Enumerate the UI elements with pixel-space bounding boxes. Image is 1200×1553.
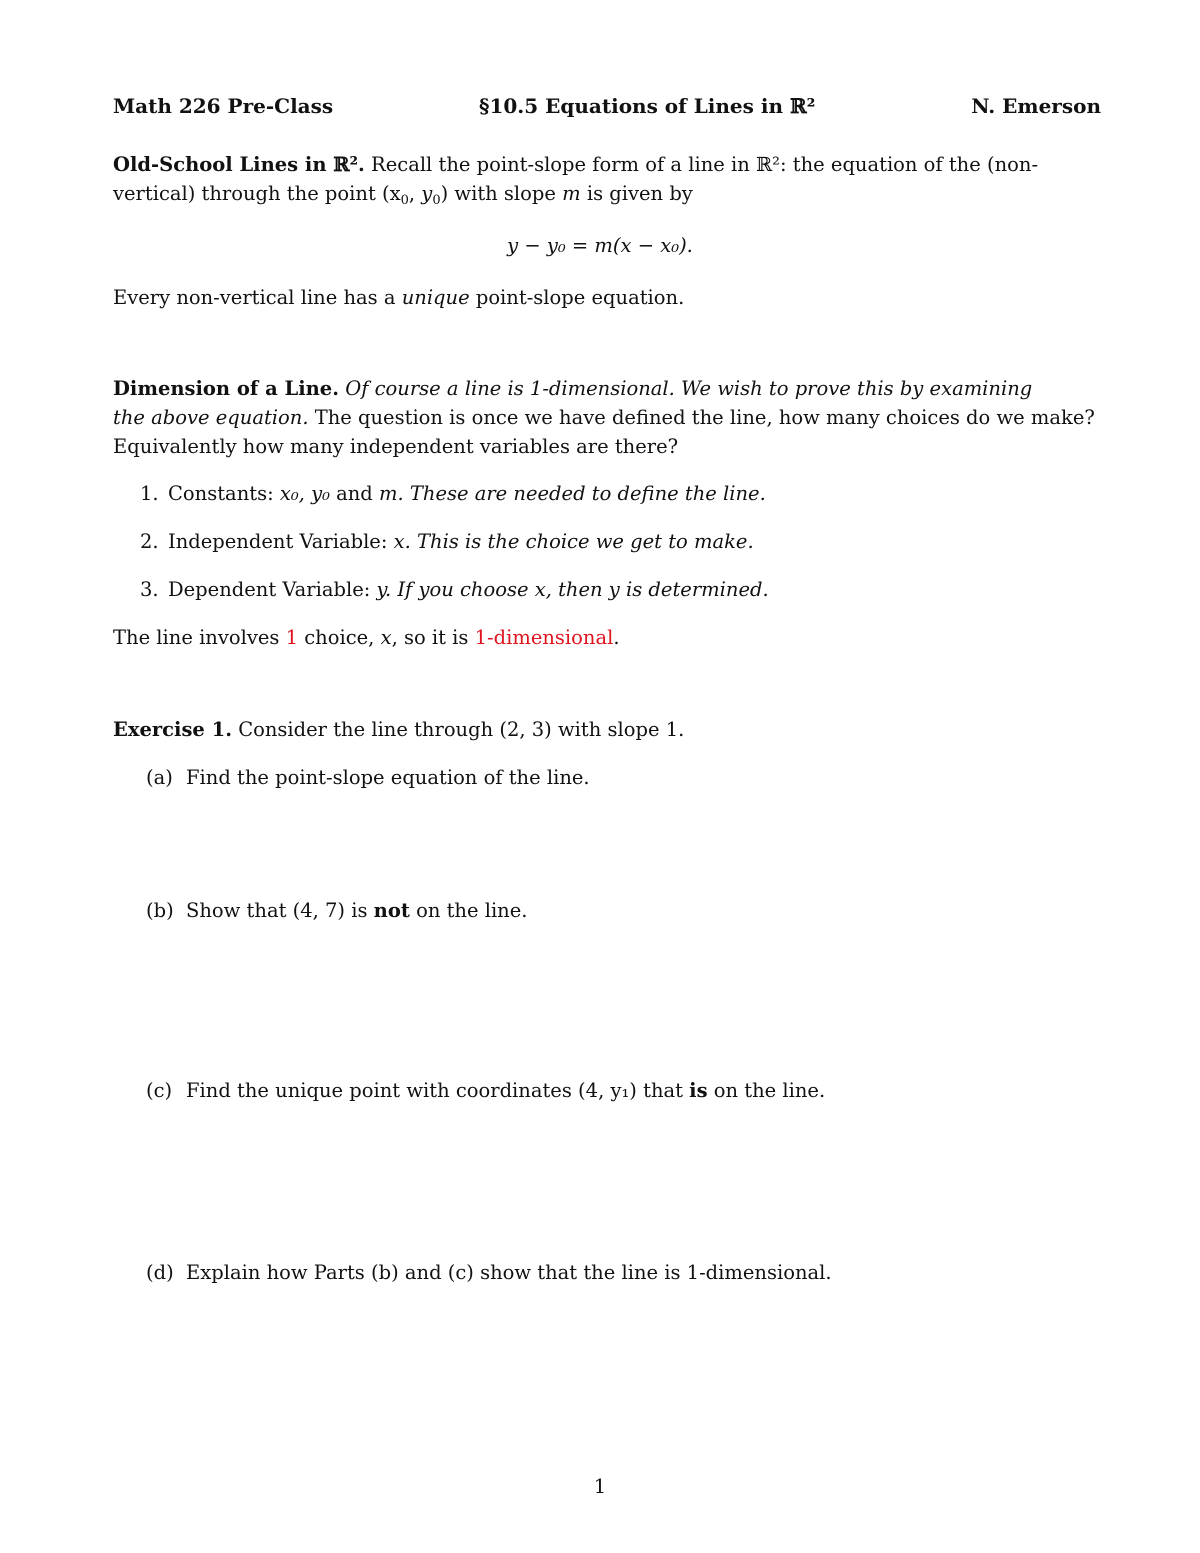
dimension-text-3: Equivalently how many independent variables are there? [113, 435, 679, 458]
part-bold: not [373, 899, 410, 922]
item-mid: and [329, 482, 379, 505]
unique-statement-b: point-slope equation. [469, 286, 685, 309]
item-math: y [376, 578, 385, 601]
conclusion-c: , so it is [391, 626, 475, 649]
conclusion-x: x [380, 626, 392, 649]
item-note: . This is the choice we get to make. [404, 530, 754, 553]
part-text-b: on the line. [409, 899, 528, 922]
part-label: (a) [146, 766, 173, 789]
item-label: Dependent Variable: [168, 578, 377, 601]
exercise-part-b [146, 896, 527, 925]
exercise-part-c [146, 1076, 825, 1105]
page-header [113, 92, 1101, 124]
old-school-heading: Old-School Lines in ℝ². [113, 153, 365, 176]
exercise-intro [113, 715, 1101, 744]
item-math: x [393, 530, 405, 553]
part-text: Show that (4, 7) is [186, 899, 374, 922]
part-text: Explain how Parts (b) and (c) show that the line is 1-dimensional. [186, 1261, 832, 1284]
conclusion-highlight-1: 1 [285, 626, 299, 649]
exercise-part-d [146, 1258, 832, 1287]
item-note: . These are needed to define the line. [397, 482, 766, 505]
part-label: (b) [146, 899, 174, 922]
item-note: . If you choose x, then y is determined. [384, 578, 769, 601]
item-number: 3. [140, 578, 159, 601]
part-text: Find the unique point with coordinates (4, y₁) that [186, 1079, 690, 1102]
conclusion-d: . [613, 626, 620, 649]
exercise-intro-text: Consider the line through (2, 3) with slope 1. [238, 718, 685, 741]
item-label: Independent Variable: [168, 530, 394, 553]
dimension-heading: Dimension of a Line. [113, 377, 339, 400]
dimension-conclusion [113, 623, 1101, 652]
old-school-text-line1: Recall the point-slope form of a line in ℝ²: the equation of the (non- [371, 153, 1039, 176]
exercise-part-a [146, 763, 590, 792]
unique-statement-a: Every non-vertical line has a [113, 286, 402, 309]
list-item [140, 479, 766, 508]
dimension-paragraph [113, 374, 1101, 461]
point-slope-equation: y − y₀ = m(x − x₀). [507, 234, 693, 257]
course-title: Math 226 Pre-Class [113, 94, 334, 118]
part-text: Find the point-slope equation of the line. [186, 766, 590, 789]
page-number: 1 [593, 1475, 607, 1498]
part-label: (d) [146, 1261, 174, 1284]
part-label: (c) [146, 1079, 173, 1102]
part-text-b: on the line. [707, 1079, 826, 1102]
conclusion-highlight-2: 1-dimensional [474, 626, 614, 649]
item-math-2: m [378, 482, 398, 505]
dimension-text-2: The question is once we have defined the line, how many choices do we make? [308, 406, 1095, 429]
conclusion-b: choice, [298, 626, 381, 649]
old-school-text-line2-a: vertical) through the point (x [113, 182, 401, 205]
list-item [140, 527, 754, 556]
item-number: 2. [140, 530, 159, 553]
list-item [140, 575, 769, 604]
exercise-heading: Exercise 1. [113, 718, 232, 741]
section-title: §10.5 Equations of Lines in ℝ² [479, 94, 816, 118]
old-school-text-line2-c: is given by [580, 182, 693, 205]
part-bold: is [689, 1079, 708, 1102]
author-name: N. Emerson [971, 94, 1101, 118]
dimension-italic-2: the above equation. [113, 406, 309, 429]
old-school-text-line2-b: ) with slope [440, 182, 563, 205]
item-math: x₀, y₀ [279, 482, 330, 505]
item-label: Constants: [168, 482, 280, 505]
unique-statement [113, 283, 1101, 312]
item-number: 1. [140, 482, 159, 505]
conclusion-a: The line involves [113, 626, 286, 649]
old-school-paragraph: Old-School Lines in ℝ². Recall the point-slope form of a line in ℝ²: the equation of the (non- vertical) through the point ($x_0$, $y_0$) with slope m is given by [113, 153, 1039, 208]
unique-word: unique [401, 286, 470, 309]
dimension-italic-1: Of course a line is 1-dimensional. We wish to prove this by examining [345, 377, 1033, 400]
